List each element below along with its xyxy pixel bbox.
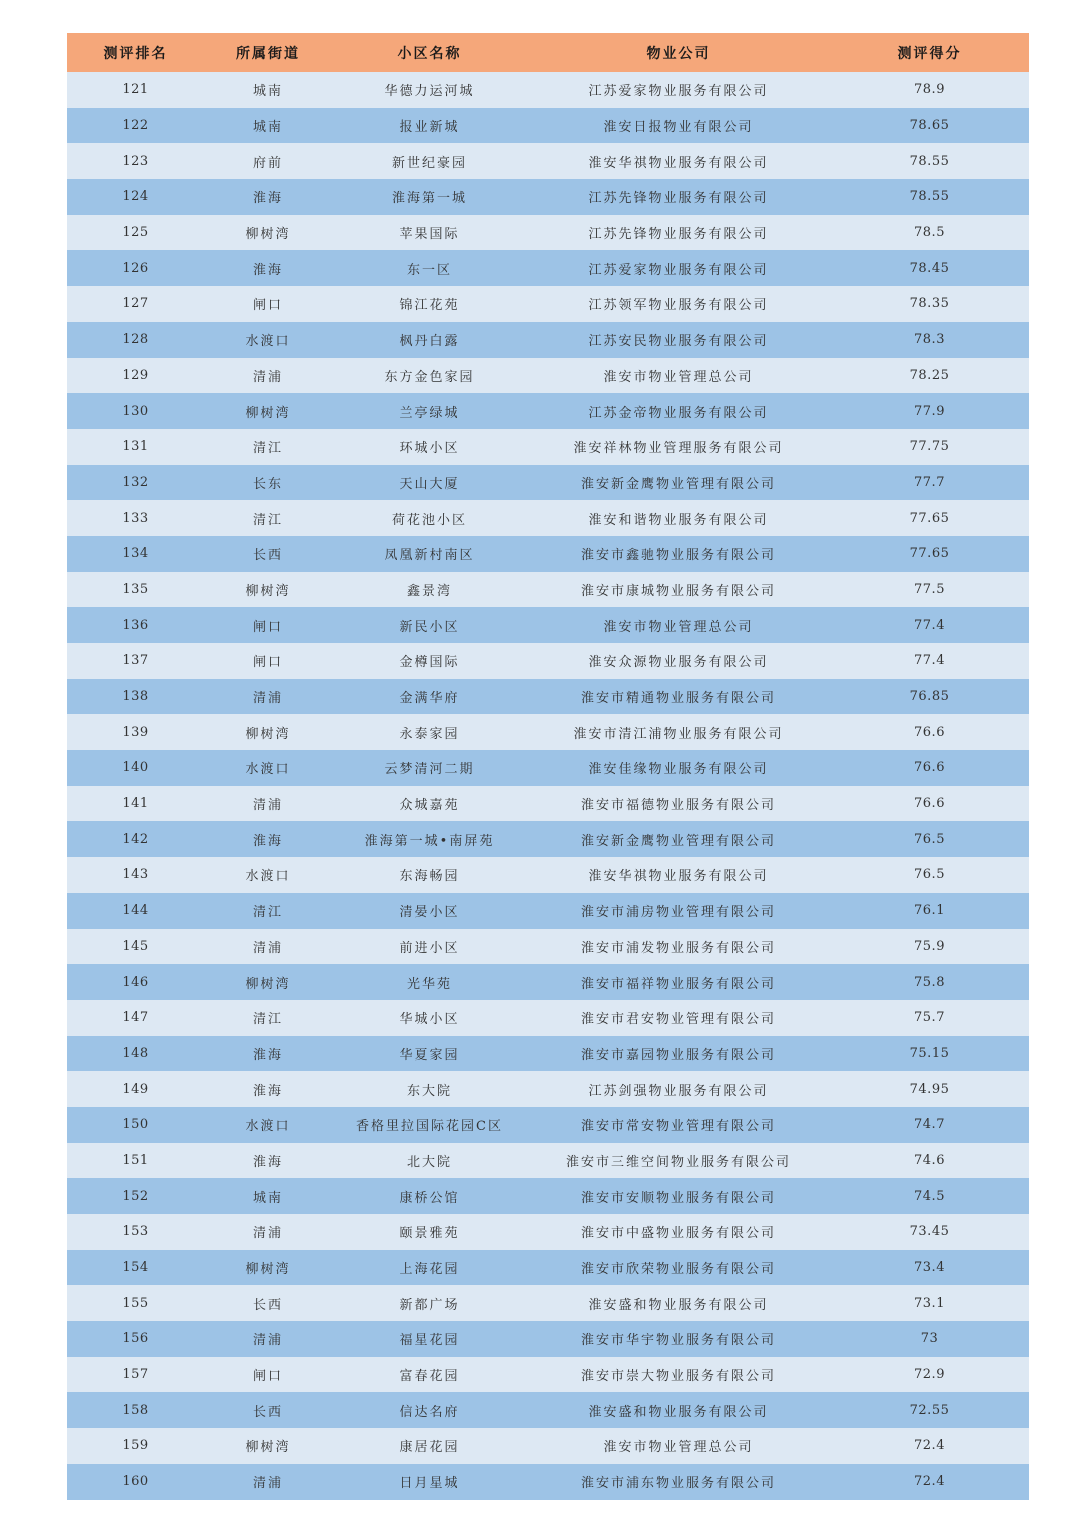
table-row bbox=[67, 929, 1029, 965]
score-cell: 75.9 bbox=[830, 929, 1029, 965]
company-cell: 江苏安民物业服务有限公司 bbox=[527, 322, 830, 358]
street-cell: 城南 bbox=[204, 72, 332, 108]
company-cell: 淮安众源物业服务有限公司 bbox=[527, 643, 830, 679]
score-cell: 75.7 bbox=[830, 1000, 1029, 1036]
company-cell: 淮安日报物业有限公司 bbox=[527, 108, 830, 144]
table-row bbox=[67, 750, 1029, 786]
street-cell: 清江 bbox=[204, 1000, 332, 1036]
community-cell: 香格里拉国际花园C区 bbox=[332, 1107, 527, 1143]
street-cell: 闸口 bbox=[204, 607, 332, 643]
table-row bbox=[67, 964, 1029, 1000]
company-cell: 淮安市福祥物业服务有限公司 bbox=[527, 964, 830, 1000]
company-cell: 淮安新金鹰物业管理有限公司 bbox=[527, 465, 830, 501]
score-cell: 78.25 bbox=[830, 358, 1029, 394]
rank-cell: 157 bbox=[67, 1357, 204, 1393]
community-cell: 云梦清河二期 bbox=[332, 750, 527, 786]
street-cell: 清浦 bbox=[204, 679, 332, 715]
score-cell: 77.65 bbox=[830, 500, 1029, 536]
score-cell: 77.9 bbox=[830, 393, 1029, 429]
score-cell: 74.6 bbox=[830, 1143, 1029, 1179]
score-cell: 74.95 bbox=[830, 1071, 1029, 1107]
table-row bbox=[67, 1428, 1029, 1464]
rank-cell: 138 bbox=[67, 679, 204, 715]
header-row bbox=[67, 33, 1029, 72]
table-row bbox=[67, 786, 1029, 822]
table-row bbox=[67, 893, 1029, 929]
street-cell: 长西 bbox=[204, 536, 332, 572]
score-cell: 72.9 bbox=[830, 1357, 1029, 1393]
score-cell: 74.5 bbox=[830, 1178, 1029, 1214]
community-cell: 东海畅园 bbox=[332, 857, 527, 893]
street-cell: 长西 bbox=[204, 1285, 332, 1321]
community-cell: 众城嘉苑 bbox=[332, 786, 527, 822]
community-cell: 鑫景湾 bbox=[332, 572, 527, 608]
community-cell: 东一区 bbox=[332, 250, 527, 286]
company-cell: 江苏爱家物业服务有限公司 bbox=[527, 72, 830, 108]
score-cell: 76.5 bbox=[830, 857, 1029, 893]
community-cell: 光华苑 bbox=[332, 964, 527, 1000]
table-row bbox=[67, 1071, 1029, 1107]
header-property-company: 物业公司 bbox=[527, 33, 830, 72]
street-cell: 长西 bbox=[204, 1392, 332, 1428]
street-cell: 清江 bbox=[204, 893, 332, 929]
score-cell: 72.4 bbox=[830, 1428, 1029, 1464]
rank-cell: 148 bbox=[67, 1036, 204, 1072]
community-cell: 新都广场 bbox=[332, 1285, 527, 1321]
table-row bbox=[67, 1285, 1029, 1321]
table-row bbox=[67, 393, 1029, 429]
score-cell: 78.5 bbox=[830, 215, 1029, 251]
street-cell: 清浦 bbox=[204, 786, 332, 822]
community-cell: 苹果国际 bbox=[332, 215, 527, 251]
table-row bbox=[67, 821, 1029, 857]
company-cell: 淮安华祺物业服务有限公司 bbox=[527, 857, 830, 893]
company-cell: 江苏领军物业服务有限公司 bbox=[527, 286, 830, 322]
table-row bbox=[67, 72, 1029, 108]
company-cell: 淮安市物业管理总公司 bbox=[527, 358, 830, 394]
score-cell: 76.1 bbox=[830, 893, 1029, 929]
street-cell: 水渡口 bbox=[204, 1107, 332, 1143]
rank-cell: 153 bbox=[67, 1214, 204, 1250]
rank-cell: 151 bbox=[67, 1143, 204, 1179]
table-row bbox=[67, 500, 1029, 536]
table-row bbox=[67, 1214, 1029, 1250]
company-cell: 淮安新金鹰物业管理有限公司 bbox=[527, 821, 830, 857]
community-cell: 东方金色家园 bbox=[332, 358, 527, 394]
rank-cell: 159 bbox=[67, 1428, 204, 1464]
company-cell: 淮安市三维空间物业服务有限公司 bbox=[527, 1143, 830, 1179]
rank-cell: 143 bbox=[67, 857, 204, 893]
street-cell: 城南 bbox=[204, 108, 332, 144]
table-row bbox=[67, 322, 1029, 358]
community-cell: 锦江花苑 bbox=[332, 286, 527, 322]
community-cell: 日月星城 bbox=[332, 1464, 527, 1500]
score-cell: 78.65 bbox=[830, 108, 1029, 144]
score-cell: 73.1 bbox=[830, 1285, 1029, 1321]
rank-cell: 135 bbox=[67, 572, 204, 608]
score-cell: 78.35 bbox=[830, 286, 1029, 322]
street-cell: 柳树湾 bbox=[204, 714, 332, 750]
community-cell: 信达名府 bbox=[332, 1392, 527, 1428]
community-cell: 康桥公馆 bbox=[332, 1178, 527, 1214]
score-cell: 76.6 bbox=[830, 750, 1029, 786]
community-cell: 华夏家园 bbox=[332, 1036, 527, 1072]
street-cell: 柳树湾 bbox=[204, 964, 332, 1000]
table-row bbox=[67, 679, 1029, 715]
score-cell: 74.7 bbox=[830, 1107, 1029, 1143]
community-cell: 前进小区 bbox=[332, 929, 527, 965]
company-cell: 江苏金帝物业服务有限公司 bbox=[527, 393, 830, 429]
rank-cell: 121 bbox=[67, 72, 204, 108]
score-cell: 77.4 bbox=[830, 643, 1029, 679]
company-cell: 淮安市欣荣物业服务有限公司 bbox=[527, 1250, 830, 1286]
company-cell: 淮安市鑫驰物业服务有限公司 bbox=[527, 536, 830, 572]
rank-cell: 139 bbox=[67, 714, 204, 750]
company-cell: 淮安市君安物业管理有限公司 bbox=[527, 1000, 830, 1036]
score-cell: 78.55 bbox=[830, 143, 1029, 179]
table-row bbox=[67, 714, 1029, 750]
company-cell: 江苏先锋物业服务有限公司 bbox=[527, 179, 830, 215]
table-row bbox=[67, 536, 1029, 572]
table-row bbox=[67, 1321, 1029, 1357]
header-rank: 测评排名 bbox=[67, 33, 204, 72]
community-cell: 东大院 bbox=[332, 1071, 527, 1107]
score-cell: 77.65 bbox=[830, 536, 1029, 572]
score-cell: 76.6 bbox=[830, 786, 1029, 822]
community-cell: 上海花园 bbox=[332, 1250, 527, 1286]
street-cell: 城南 bbox=[204, 1178, 332, 1214]
community-cell: 北大院 bbox=[332, 1143, 527, 1179]
street-cell: 清浦 bbox=[204, 358, 332, 394]
community-cell: 荷花池小区 bbox=[332, 500, 527, 536]
ranking-table bbox=[67, 33, 1029, 1500]
company-cell: 江苏先锋物业服务有限公司 bbox=[527, 215, 830, 251]
community-cell: 金满华府 bbox=[332, 679, 527, 715]
street-cell: 淮海 bbox=[204, 821, 332, 857]
rank-cell: 123 bbox=[67, 143, 204, 179]
company-cell: 淮安市浦房物业管理有限公司 bbox=[527, 893, 830, 929]
company-cell: 江苏爱家物业服务有限公司 bbox=[527, 250, 830, 286]
company-cell: 淮安市清江浦物业服务有限公司 bbox=[527, 714, 830, 750]
company-cell: 淮安市常安物业管理有限公司 bbox=[527, 1107, 830, 1143]
rank-cell: 156 bbox=[67, 1321, 204, 1357]
company-cell: 淮安市物业管理总公司 bbox=[527, 607, 830, 643]
street-cell: 柳树湾 bbox=[204, 1428, 332, 1464]
rank-cell: 141 bbox=[67, 786, 204, 822]
company-cell: 淮安市安顺物业服务有限公司 bbox=[527, 1178, 830, 1214]
company-cell: 淮安市中盛物业服务有限公司 bbox=[527, 1214, 830, 1250]
rank-cell: 124 bbox=[67, 179, 204, 215]
company-cell: 淮安市康城物业服务有限公司 bbox=[527, 572, 830, 608]
rank-cell: 127 bbox=[67, 286, 204, 322]
table-header bbox=[67, 33, 1029, 72]
company-cell: 淮安盛和物业服务有限公司 bbox=[527, 1285, 830, 1321]
community-cell: 福星花园 bbox=[332, 1321, 527, 1357]
community-cell: 淮海第一城•南屏苑 bbox=[332, 821, 527, 857]
street-cell: 水渡口 bbox=[204, 322, 332, 358]
community-cell: 报业新城 bbox=[332, 108, 527, 144]
rank-cell: 134 bbox=[67, 536, 204, 572]
street-cell: 闸口 bbox=[204, 286, 332, 322]
rank-cell: 144 bbox=[67, 893, 204, 929]
community-cell: 金樽国际 bbox=[332, 643, 527, 679]
street-cell: 闸口 bbox=[204, 1357, 332, 1393]
community-cell: 康居花园 bbox=[332, 1428, 527, 1464]
table-row bbox=[67, 286, 1029, 322]
community-cell: 凤凰新村南区 bbox=[332, 536, 527, 572]
score-cell: 73.4 bbox=[830, 1250, 1029, 1286]
community-cell: 枫丹白露 bbox=[332, 322, 527, 358]
rank-cell: 122 bbox=[67, 108, 204, 144]
company-cell: 淮安市物业管理总公司 bbox=[527, 1428, 830, 1464]
header-score: 测评得分 bbox=[830, 33, 1029, 72]
community-cell: 华德力运河城 bbox=[332, 72, 527, 108]
street-cell: 柳树湾 bbox=[204, 215, 332, 251]
company-cell: 江苏剑强物业服务有限公司 bbox=[527, 1071, 830, 1107]
company-cell: 淮安市嘉园物业服务有限公司 bbox=[527, 1036, 830, 1072]
community-cell: 华城小区 bbox=[332, 1000, 527, 1036]
score-cell: 72.55 bbox=[830, 1392, 1029, 1428]
score-cell: 75.8 bbox=[830, 964, 1029, 1000]
table-row bbox=[67, 1000, 1029, 1036]
table-row bbox=[67, 857, 1029, 893]
score-cell: 78.55 bbox=[830, 179, 1029, 215]
community-cell: 新世纪豪园 bbox=[332, 143, 527, 179]
table-row bbox=[67, 1357, 1029, 1393]
rank-cell: 149 bbox=[67, 1071, 204, 1107]
company-cell: 淮安市浦发物业服务有限公司 bbox=[527, 929, 830, 965]
score-cell: 73.45 bbox=[830, 1214, 1029, 1250]
company-cell: 淮安佳缘物业服务有限公司 bbox=[527, 750, 830, 786]
street-cell: 水渡口 bbox=[204, 857, 332, 893]
table-body bbox=[67, 72, 1029, 1500]
rank-cell: 160 bbox=[67, 1464, 204, 1500]
street-cell: 清浦 bbox=[204, 929, 332, 965]
community-cell: 淮海第一城 bbox=[332, 179, 527, 215]
street-cell: 淮海 bbox=[204, 1143, 332, 1179]
company-cell: 淮安市崇大物业服务有限公司 bbox=[527, 1357, 830, 1393]
street-cell: 淮海 bbox=[204, 179, 332, 215]
rank-cell: 136 bbox=[67, 607, 204, 643]
score-cell: 78.45 bbox=[830, 250, 1029, 286]
table-row bbox=[67, 1178, 1029, 1214]
score-cell: 76.85 bbox=[830, 679, 1029, 715]
company-cell: 淮安华祺物业服务有限公司 bbox=[527, 143, 830, 179]
rank-cell: 131 bbox=[67, 429, 204, 465]
rank-cell: 129 bbox=[67, 358, 204, 394]
rank-cell: 125 bbox=[67, 215, 204, 251]
table-row bbox=[67, 607, 1029, 643]
score-cell: 77.4 bbox=[830, 607, 1029, 643]
street-cell: 淮海 bbox=[204, 1071, 332, 1107]
rank-cell: 145 bbox=[67, 929, 204, 965]
community-cell: 颐景雅苑 bbox=[332, 1214, 527, 1250]
table-row bbox=[67, 143, 1029, 179]
rank-cell: 130 bbox=[67, 393, 204, 429]
community-cell: 环城小区 bbox=[332, 429, 527, 465]
rank-cell: 137 bbox=[67, 643, 204, 679]
score-cell: 77.5 bbox=[830, 572, 1029, 608]
street-cell: 清江 bbox=[204, 500, 332, 536]
table-row bbox=[67, 1392, 1029, 1428]
rank-cell: 126 bbox=[67, 250, 204, 286]
score-cell: 76.5 bbox=[830, 821, 1029, 857]
rank-cell: 132 bbox=[67, 465, 204, 501]
street-cell: 淮海 bbox=[204, 250, 332, 286]
street-cell: 清浦 bbox=[204, 1214, 332, 1250]
company-cell: 淮安盛和物业服务有限公司 bbox=[527, 1392, 830, 1428]
table-row bbox=[67, 1250, 1029, 1286]
company-cell: 淮安市华宇物业服务有限公司 bbox=[527, 1321, 830, 1357]
community-cell: 永泰家园 bbox=[332, 714, 527, 750]
header-street: 所属街道 bbox=[204, 33, 332, 72]
table-row bbox=[67, 108, 1029, 144]
score-cell: 78.3 bbox=[830, 322, 1029, 358]
rank-cell: 140 bbox=[67, 750, 204, 786]
street-cell: 淮海 bbox=[204, 1036, 332, 1072]
company-cell: 淮安市精通物业服务有限公司 bbox=[527, 679, 830, 715]
rank-cell: 155 bbox=[67, 1285, 204, 1321]
table-row bbox=[67, 1464, 1029, 1500]
table-row bbox=[67, 465, 1029, 501]
rank-cell: 158 bbox=[67, 1392, 204, 1428]
table-row bbox=[67, 215, 1029, 251]
score-cell: 77.75 bbox=[830, 429, 1029, 465]
table-row bbox=[67, 1143, 1029, 1179]
score-cell: 77.7 bbox=[830, 465, 1029, 501]
street-cell: 柳树湾 bbox=[204, 572, 332, 608]
company-cell: 淮安和谐物业服务有限公司 bbox=[527, 500, 830, 536]
company-cell: 淮安市浦东物业服务有限公司 bbox=[527, 1464, 830, 1500]
score-cell: 76.6 bbox=[830, 714, 1029, 750]
table-row bbox=[67, 429, 1029, 465]
street-cell: 府前 bbox=[204, 143, 332, 179]
street-cell: 闸口 bbox=[204, 643, 332, 679]
street-cell: 柳树湾 bbox=[204, 1250, 332, 1286]
street-cell: 柳树湾 bbox=[204, 393, 332, 429]
table-row bbox=[67, 643, 1029, 679]
community-cell: 新民小区 bbox=[332, 607, 527, 643]
community-cell: 清晏小区 bbox=[332, 893, 527, 929]
rank-cell: 147 bbox=[67, 1000, 204, 1036]
table-row bbox=[67, 1107, 1029, 1143]
street-cell: 清浦 bbox=[204, 1464, 332, 1500]
street-cell: 清浦 bbox=[204, 1321, 332, 1357]
table-row bbox=[67, 1036, 1029, 1072]
rank-cell: 133 bbox=[67, 500, 204, 536]
street-cell: 清江 bbox=[204, 429, 332, 465]
header-community: 小区名称 bbox=[332, 33, 527, 72]
street-cell: 水渡口 bbox=[204, 750, 332, 786]
score-cell: 72.4 bbox=[830, 1464, 1029, 1500]
company-cell: 淮安市福德物业服务有限公司 bbox=[527, 786, 830, 822]
score-cell: 75.15 bbox=[830, 1036, 1029, 1072]
rank-cell: 154 bbox=[67, 1250, 204, 1286]
table-row bbox=[67, 250, 1029, 286]
rank-cell: 142 bbox=[67, 821, 204, 857]
table-row bbox=[67, 572, 1029, 608]
rank-cell: 128 bbox=[67, 322, 204, 358]
street-cell: 长东 bbox=[204, 465, 332, 501]
table-row bbox=[67, 179, 1029, 215]
community-cell: 兰亭绿城 bbox=[332, 393, 527, 429]
rank-cell: 152 bbox=[67, 1178, 204, 1214]
community-cell: 富春花园 bbox=[332, 1357, 527, 1393]
table-row bbox=[67, 358, 1029, 394]
company-cell: 淮安祥林物业管理服务有限公司 bbox=[527, 429, 830, 465]
rank-cell: 150 bbox=[67, 1107, 204, 1143]
score-cell: 78.9 bbox=[830, 72, 1029, 108]
community-cell: 天山大厦 bbox=[332, 465, 527, 501]
score-cell: 73 bbox=[830, 1321, 1029, 1357]
rank-cell: 146 bbox=[67, 964, 204, 1000]
